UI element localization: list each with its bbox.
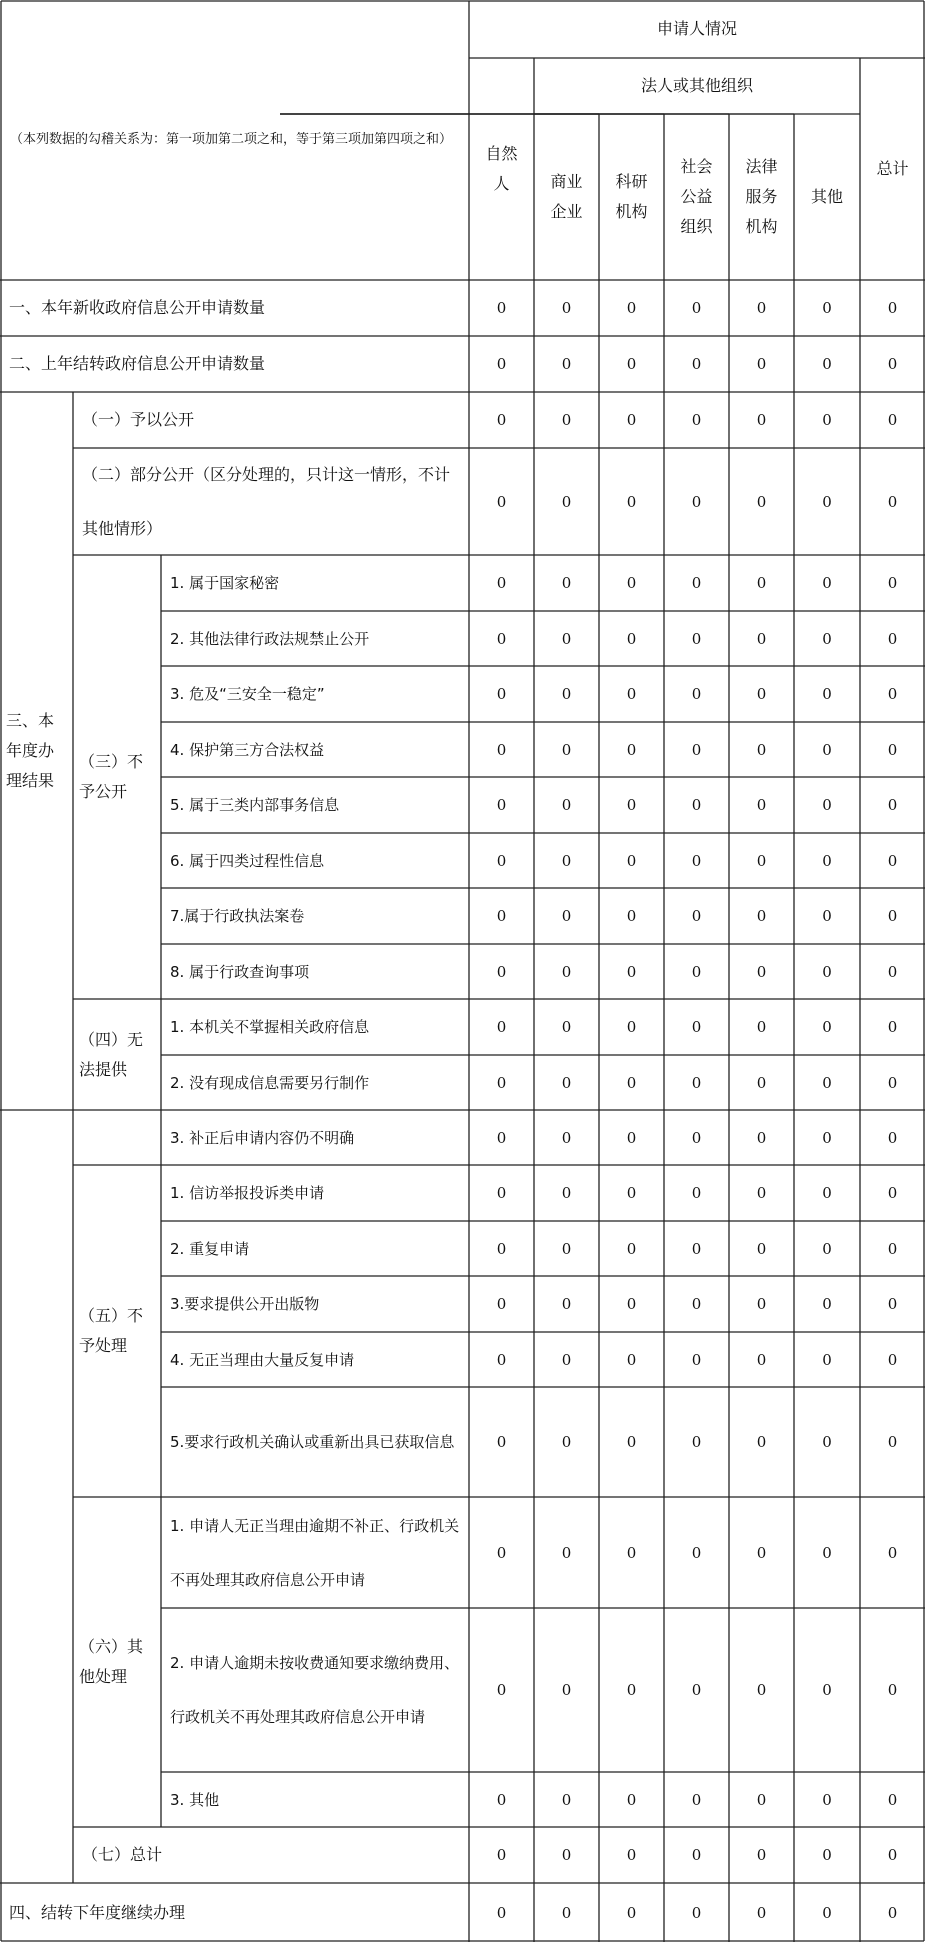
value-cell: 0	[626, 740, 637, 759]
value-cell: 0	[756, 685, 767, 703]
row-label: 3.要求提供公开出版物	[170, 1295, 320, 1313]
value-cell: 0	[887, 851, 898, 870]
value-cell: 0	[887, 1543, 898, 1562]
value-cell: 0	[822, 962, 832, 981]
row-label: 5. 属于三类内部事务信息	[170, 796, 340, 814]
value-cell: 0	[496, 907, 507, 925]
value-cell: 0	[496, 299, 507, 317]
header-note: （本列数据的勾稽关系为：第一项加第二项之和，等于第三项加第四项之和）	[10, 132, 453, 147]
value-cell: 0	[561, 1846, 572, 1864]
value-cell: 0	[887, 1350, 898, 1369]
row-label: 1. 申请人无正当理由逾期不补正、行政机关不再处理其政府信息公开申请	[170, 1516, 460, 1589]
value-cell: 0	[496, 740, 507, 759]
value-cell: 0	[756, 1073, 767, 1092]
value-cell: 0	[887, 299, 898, 317]
header-legal-group: 法人或其他组织	[640, 76, 753, 95]
value-cell: 0	[496, 1433, 507, 1451]
value-cell: 0	[756, 1681, 767, 1699]
value-cell: 0	[496, 492, 507, 511]
value-cell: 0	[756, 1128, 767, 1147]
value-cell: 0	[756, 851, 767, 870]
value-cell: 0	[496, 1543, 507, 1562]
value-cell: 0	[691, 1903, 702, 1922]
value-cell: 0	[887, 1433, 898, 1451]
value-cell: 0	[887, 907, 898, 925]
row-label: 5.要求行政机关确认或重新出具已获取信息	[170, 1433, 455, 1451]
row-label: 1. 属于国家秘密	[170, 574, 280, 592]
value-cell: 0	[496, 685, 507, 703]
value-cell: 0	[887, 1128, 898, 1147]
value-cell: 0	[691, 1433, 702, 1451]
value-cell: 0	[626, 1295, 637, 1313]
value-cell: 0	[561, 411, 572, 429]
value-cell: 0	[561, 1350, 572, 1369]
value-cell: 0	[822, 1903, 832, 1922]
value-cell: 0	[756, 629, 767, 648]
value-cell: 0	[756, 1543, 767, 1562]
header-other: 其他	[810, 187, 843, 206]
value-cell: 0	[496, 629, 507, 648]
header-natural-person: 自然人	[485, 144, 518, 193]
value-cell: 0	[691, 1543, 702, 1562]
value-cell: 0	[561, 1433, 572, 1451]
row-label: 2. 其他法律行政法规禁止公开	[170, 629, 370, 648]
value-cell: 0	[626, 1903, 637, 1922]
value-cell: 0	[626, 411, 637, 429]
value-cell: 0	[561, 1681, 572, 1699]
value-cell: 0	[626, 1790, 637, 1809]
value-cell: 0	[691, 492, 702, 511]
value-cell: 0	[561, 962, 572, 981]
header-business: 商业企业	[550, 172, 583, 221]
value-cell: 0	[626, 685, 637, 703]
value-cell: 0	[756, 1433, 767, 1451]
value-cell: 0	[756, 796, 767, 814]
value-cell: 0	[822, 574, 832, 592]
row-label: （一）予以公开	[82, 410, 195, 429]
value-cell: 0	[496, 1846, 507, 1864]
value-cell: 0	[496, 1018, 507, 1036]
value-cell: 0	[822, 629, 832, 648]
value-cell: 0	[822, 1681, 832, 1699]
value-cell: 0	[756, 1350, 767, 1369]
value-cell: 0	[822, 1128, 832, 1147]
value-cell: 0	[561, 740, 572, 759]
value-cell: 0	[822, 1018, 832, 1036]
value-cell: 0	[887, 492, 898, 511]
value-cell: 0	[822, 796, 832, 814]
value-cell: 0	[691, 1295, 702, 1313]
value-cell: 0	[691, 1790, 702, 1809]
value-cell: 0	[496, 962, 507, 981]
row-label: 2. 申请人逾期未按收费通知要求缴纳费用、行政机关不再处理其政府信息公开申请	[170, 1654, 460, 1726]
value-cell: 0	[496, 1790, 507, 1809]
group-annual-results: 三、本年度办理结果	[6, 711, 55, 790]
value-cell: 0	[887, 574, 898, 592]
value-cell: 0	[496, 574, 507, 592]
value-cell: 0	[561, 355, 572, 373]
value-cell: 0	[822, 685, 832, 703]
value-cell: 0	[691, 685, 702, 703]
value-cell: 0	[561, 1903, 572, 1922]
value-cell: 0	[887, 1018, 898, 1036]
value-cell: 0	[756, 1184, 767, 1202]
value-cell: 0	[496, 411, 507, 429]
value-cell: 0	[887, 1903, 898, 1922]
row-label: 1. 本机关不掌握相关政府信息	[170, 1018, 370, 1036]
group-other-handling: （六）其他处理	[79, 1637, 144, 1686]
value-cell: 0	[691, 1350, 702, 1369]
value-cell: 0	[626, 492, 637, 511]
value-cell: 0	[496, 796, 507, 814]
value-cell: 0	[756, 962, 767, 981]
row-label: 2. 没有现成信息需要另行制作	[170, 1073, 370, 1092]
value-cell: 0	[756, 492, 767, 511]
value-cell: 0	[691, 1846, 702, 1864]
value-cell: 0	[887, 1846, 898, 1864]
value-cell: 0	[626, 851, 637, 870]
value-cell: 0	[887, 1239, 898, 1258]
value-cell: 0	[561, 299, 572, 317]
header-research: 科研机构	[615, 172, 648, 221]
value-cell: 0	[756, 1903, 767, 1922]
row-label: 4. 保护第三方合法权益	[170, 740, 325, 759]
value-cell: 0	[822, 1543, 832, 1562]
value-cell: 0	[626, 1128, 637, 1147]
value-cell: 0	[887, 1073, 898, 1092]
value-cell: 0	[822, 907, 832, 925]
value-cell: 0	[887, 355, 898, 373]
value-cell: 0	[626, 907, 637, 925]
value-cell: 0	[822, 1295, 832, 1313]
value-cell: 0	[691, 411, 702, 429]
value-cell: 0	[887, 740, 898, 759]
value-cell: 0	[822, 1846, 832, 1864]
value-cell: 0	[561, 1790, 572, 1809]
value-cell: 0	[822, 355, 832, 373]
value-cell: 0	[691, 574, 702, 592]
value-cell: 0	[691, 1184, 702, 1202]
value-cell: 0	[691, 1128, 702, 1147]
value-cell: 0	[691, 1073, 702, 1092]
value-cell: 0	[496, 1073, 507, 1092]
value-cell: 0	[822, 1433, 832, 1451]
value-cell: 0	[561, 685, 572, 703]
value-cell: 0	[887, 796, 898, 814]
value-cell: 0	[822, 851, 832, 870]
value-cell: 0	[561, 492, 572, 511]
value-cell: 0	[822, 1073, 832, 1092]
value-cell: 0	[822, 1790, 832, 1809]
header-applicant-status: 申请人情况	[656, 19, 737, 38]
header-social-welfare: 社会公益组织	[680, 157, 713, 236]
value-cell: 0	[561, 1184, 572, 1202]
value-cell: 0	[626, 1018, 637, 1036]
value-cell: 0	[496, 1128, 507, 1147]
value-cell: 0	[496, 1681, 507, 1699]
value-cell: 0	[561, 1543, 572, 1562]
value-cell: 0	[626, 355, 637, 373]
value-cell: 0	[756, 740, 767, 759]
row-label: （二）部分公开（区分处理的，只计这一情形，不计其他情形）	[82, 464, 451, 538]
value-cell: 0	[626, 962, 637, 981]
value-cell: 0	[691, 1018, 702, 1036]
value-cell: 0	[887, 1681, 898, 1699]
value-cell: 0	[561, 851, 572, 870]
value-cell: 0	[756, 1295, 767, 1313]
value-cell: 0	[626, 629, 637, 648]
value-cell: 0	[626, 574, 637, 592]
value-cell: 0	[691, 851, 702, 870]
value-cell: 0	[626, 299, 637, 317]
row-label: 四、结转下年度继续办理	[9, 1902, 186, 1922]
value-cell: 0	[756, 299, 767, 317]
value-cell: 0	[691, 907, 702, 925]
value-cell: 0	[561, 1295, 572, 1313]
value-cell: 0	[561, 907, 572, 925]
row-label: 3. 其他	[170, 1790, 220, 1809]
value-cell: 0	[626, 1433, 637, 1451]
value-cell: 0	[561, 1239, 572, 1258]
value-cell: 0	[496, 851, 507, 870]
value-cell: 0	[887, 1295, 898, 1313]
value-cell: 0	[626, 1073, 637, 1092]
value-cell: 0	[496, 1350, 507, 1369]
value-cell: 0	[626, 1543, 637, 1562]
row-label: 3. 补正后申请内容仍不明确	[170, 1128, 355, 1147]
value-cell: 0	[691, 1681, 702, 1699]
value-cell: 0	[887, 962, 898, 981]
value-cell: 0	[691, 740, 702, 759]
value-cell: 0	[822, 492, 832, 511]
value-cell: 0	[822, 1184, 832, 1202]
group-not-disclosed: （三）不予公开	[79, 752, 144, 801]
row-label: 二、上年结转政府信息公开申请数量	[9, 354, 266, 373]
value-cell: 0	[887, 629, 898, 648]
row-label: 3. 危及“三安全一稳定”	[170, 685, 325, 703]
value-cell: 0	[691, 355, 702, 373]
value-cell: 0	[822, 740, 832, 759]
value-cell: 0	[756, 1018, 767, 1036]
value-cell: 0	[626, 1184, 637, 1202]
value-cell: 0	[626, 1350, 637, 1369]
value-cell: 0	[822, 299, 832, 317]
value-cell: 0	[626, 1681, 637, 1699]
value-cell: 0	[887, 1184, 898, 1202]
row-label: 4. 无正当理由大量反复申请	[170, 1350, 355, 1369]
value-cell: 0	[626, 1239, 637, 1258]
value-cell: 0	[496, 1903, 507, 1922]
value-cell: 0	[756, 1790, 767, 1809]
value-cell: 0	[561, 1018, 572, 1036]
value-cell: 0	[691, 629, 702, 648]
row-label: 1. 信访举报投诉类申请	[170, 1184, 325, 1202]
value-cell: 0	[822, 411, 832, 429]
row-label: 8. 属于行政查询事项	[170, 962, 310, 981]
value-cell: 0	[887, 1790, 898, 1809]
value-cell: 0	[756, 1239, 767, 1258]
value-cell: 0	[887, 685, 898, 703]
row-label: 7.属于行政执法案卷	[170, 907, 305, 925]
value-cell: 0	[626, 1846, 637, 1864]
value-cell: 0	[691, 962, 702, 981]
row-label: （七）总计	[82, 1845, 163, 1864]
row-label: 2. 重复申请	[170, 1239, 250, 1258]
value-cell: 0	[756, 411, 767, 429]
value-cell: 0	[496, 1184, 507, 1202]
value-cell: 0	[756, 355, 767, 373]
value-cell: 0	[561, 629, 572, 648]
value-cell: 0	[691, 796, 702, 814]
value-cell: 0	[822, 1350, 832, 1369]
group-not-processed: （五）不予处理	[79, 1306, 144, 1355]
value-cell: 0	[756, 574, 767, 592]
value-cell: 0	[756, 907, 767, 925]
value-cell: 0	[626, 796, 637, 814]
value-cell: 0	[561, 1073, 572, 1092]
header-total: 总计	[876, 159, 909, 178]
value-cell: 0	[496, 1239, 507, 1258]
value-cell: 0	[496, 1295, 507, 1313]
header-legal-service: 法律服务机构	[745, 157, 778, 236]
value-cell: 0	[691, 299, 702, 317]
value-cell: 0	[496, 355, 507, 373]
value-cell: 0	[822, 1239, 832, 1258]
value-cell: 0	[561, 1128, 572, 1147]
value-cell: 0	[691, 1239, 702, 1258]
value-cell: 0	[561, 574, 572, 592]
value-cell: 0	[756, 1846, 767, 1864]
value-cell: 0	[561, 796, 572, 814]
value-cell: 0	[887, 411, 898, 429]
group-unable-to-provide: （四）无法提供	[79, 1029, 144, 1079]
row-label: 6. 属于四类过程性信息	[170, 851, 325, 870]
row-label: 一、本年新收政府信息公开申请数量	[9, 298, 266, 317]
